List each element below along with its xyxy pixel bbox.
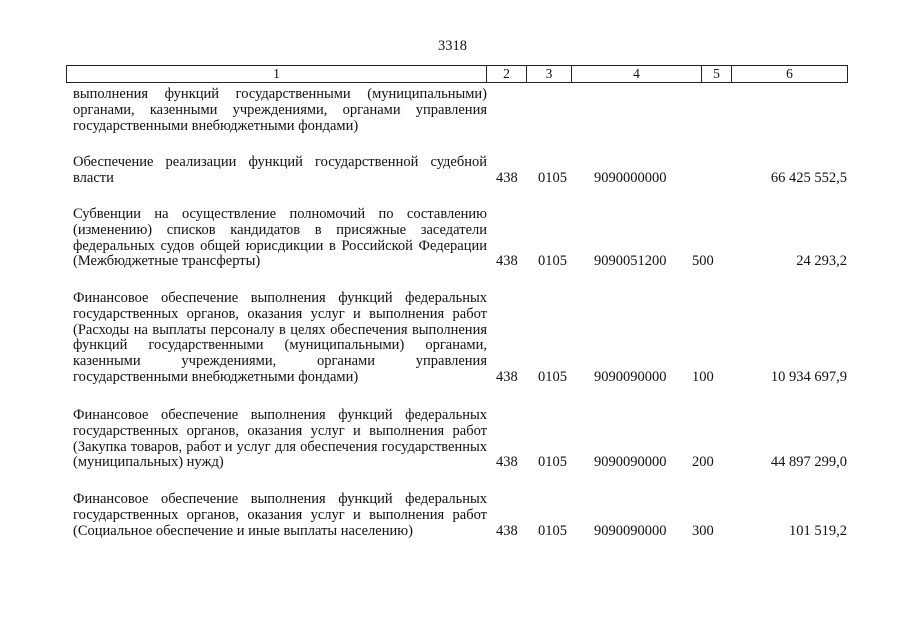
column-header-1: 1 xyxy=(67,66,487,83)
row-code: 438 xyxy=(496,169,518,186)
row-description: Финансовое обеспечение выполнения функций федеральных государственных органов, оказания услуг и выполнения работ (Расходы на выплаты персоналу в целях обеспечения выполнения функций государственными (муниципальными) органами, казенными учреждениями, органами управления государственными внебюджетными фондами) xyxy=(73,290,487,385)
column-header-6: 6 xyxy=(732,66,848,83)
row-section: 0105 xyxy=(538,454,567,471)
row-code: 438 xyxy=(496,369,518,385)
row-target: 9090051200 xyxy=(594,253,667,270)
row-amount: 101 519,2 xyxy=(789,522,847,539)
column-header-2: 2 xyxy=(487,66,527,83)
row-type: 200 xyxy=(692,454,714,471)
row-amount: 66 425 552,5 xyxy=(770,169,847,186)
row-code: 438 xyxy=(496,253,518,270)
row-description: Обеспечение реализации функций государственной судебной власти xyxy=(73,154,487,186)
row-target: 9090090000 xyxy=(594,522,667,539)
row-code: 438 xyxy=(496,454,518,471)
column-header-5: 5 xyxy=(702,66,732,83)
row-amount: 10 934 697,9 xyxy=(770,369,847,385)
row-description: Финансовое обеспечение выполнения функций федеральных государственных органов, оказания услуг и выполнения работ (Социальное обеспечение и иные выплаты населению) xyxy=(73,491,487,539)
row-amount: 24 293,2 xyxy=(796,253,847,270)
row-description: выполнения функций государственными (муниципальными) органами, казенными учреждениями, органами управления государственными внебюджетными фондами) xyxy=(73,86,487,134)
row-target: 9090000000 xyxy=(594,169,667,186)
row-section: 0105 xyxy=(538,369,567,385)
row-code: 438 xyxy=(496,522,518,539)
row-section: 0105 xyxy=(538,169,567,186)
column-header-4: 4 xyxy=(572,66,702,83)
row-type: 300 xyxy=(692,522,714,539)
row-section: 0105 xyxy=(538,253,567,270)
row-type: 500 xyxy=(692,253,714,270)
row-description: Субвенции на осуществление полномочий по составлению (изменению) списков кандидатов в присяжные заседатели федеральных судов общей юрисдикции в Российской Федерации (Межбюджетные трансферты) xyxy=(73,206,487,270)
row-amount: 44 897 299,0 xyxy=(770,454,847,471)
row-description: Финансовое обеспечение выполнения функций федеральных государственных органов, оказания услуг и выполнения работ (Закупка товаров, работ и услуг для обеспечения государственных (муниципальных) нужд) xyxy=(73,407,487,471)
row-type: 100 xyxy=(692,369,714,385)
page-number: 3318 xyxy=(438,38,467,54)
row-section: 0105 xyxy=(538,522,567,539)
row-target: 9090090000 xyxy=(594,454,667,471)
row-target: 9090090000 xyxy=(594,369,667,385)
column-header-table xyxy=(66,65,848,83)
column-header-row xyxy=(67,66,848,83)
column-header-3: 3 xyxy=(527,66,572,83)
